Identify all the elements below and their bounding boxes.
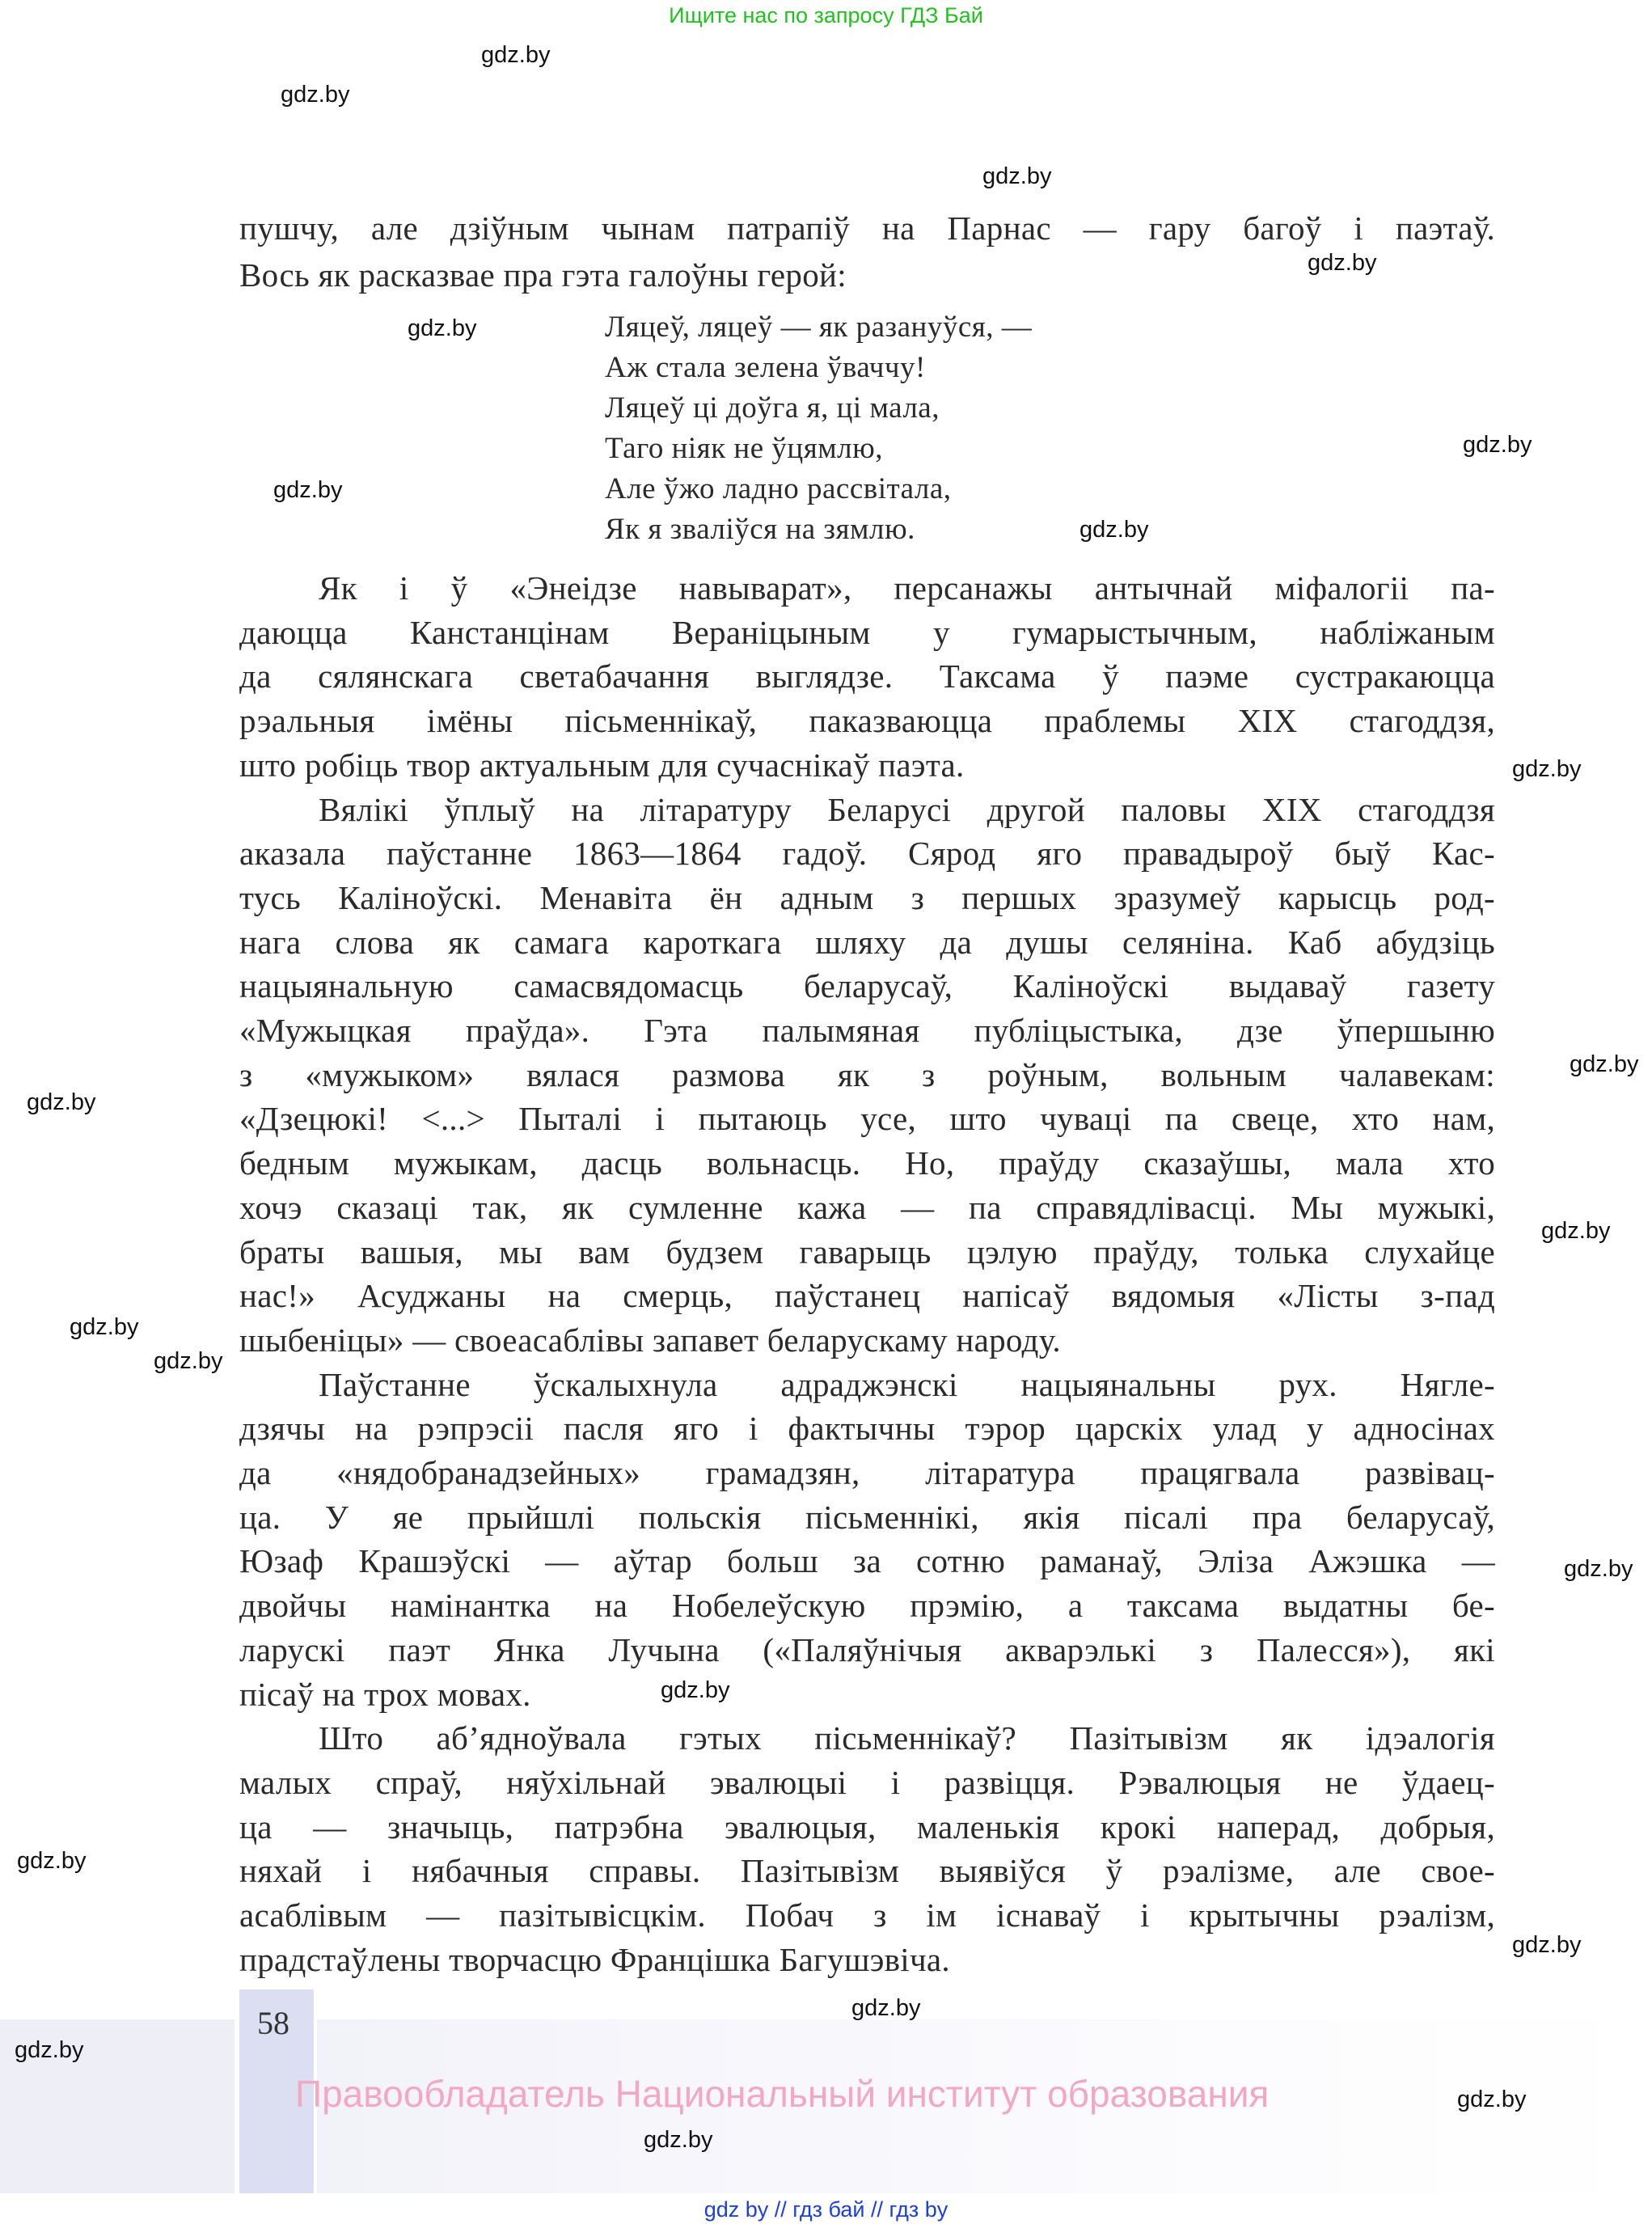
text-line: шыбеніцы» — своеасаблівы запавет беларускаму народу.	[239, 1321, 1061, 1359]
poem-line: Як я зваліўся на зямлю.	[605, 513, 915, 546]
text-line: бедным мужыкам, дасць вольнасць. Но, праўду сказаўшы, мала хто	[239, 1144, 1495, 1182]
top-banner[interactable]: Ищите нас по запросу ГДЗ Бай	[669, 3, 983, 27]
watermark: gdz.by	[15, 2037, 84, 2063]
watermark: gdz.by	[1457, 2087, 1527, 2112]
text-line: ца — значыць, патрэбна эвалюцыя, маленькія крокі наперад, добрыя,	[239, 1808, 1495, 1846]
text-line: з «мужыком» вялася размова як з роўным, вольным чалавекам:	[239, 1055, 1495, 1093]
watermark: gdz.by	[408, 315, 477, 341]
text-line: тусь Каліноўскі. Менавіта ён адным з першых зразумеў карысць род-	[239, 878, 1495, 916]
page-number: 58	[257, 2005, 289, 2041]
text-line: Што аб’ядноўвала гэтых пісьменнікаў? Пазітывізм як ідэалогія	[319, 1719, 1495, 1757]
text-line: пісаў на трох мовах.	[239, 1675, 531, 1713]
watermark: gdz.by	[1541, 1218, 1611, 1244]
text-line: малых спраў, няўхільнай эвалюцыі і развіцця. Рэвалюцыя не ўдаец-	[239, 1763, 1495, 1801]
text-line: што робіць твор актуальным для сучаснікаў паэта.	[239, 746, 965, 784]
text-line: двойчы намінантка на Нобелеўскую прэмію, а таксама выдатны бе-	[239, 1587, 1495, 1625]
text-line: нас!» Асуджаны на смерць, паўстанец напісаў вядомыя «Лісты з-пад	[239, 1277, 1495, 1315]
watermark: gdz.by	[1463, 432, 1532, 458]
poem-line: Ляцеў, ляцеў — як разануўся, —	[605, 311, 1033, 344]
watermark: gdz.by	[481, 42, 551, 68]
watermark: gdz.by	[1564, 1556, 1633, 1582]
watermark: gdz.by	[1512, 756, 1582, 782]
text-line: Вялікі ўплыў на літаратуру Беларусі другой паловы XIX стагоддзя	[319, 790, 1495, 828]
text-line: да «нядобранадзейных» грамадзян, літаратура працягвала развівац-	[239, 1454, 1495, 1492]
watermark: gdz.by	[661, 1677, 730, 1703]
watermark: gdz.by	[1512, 1932, 1582, 1958]
text-line: Вось як расказвае пра гэта галоўны герой:	[239, 256, 847, 294]
text-line: хочэ сказаці так, як сумленне кажа — па справядлівасці. Мы мужыкі,	[239, 1188, 1495, 1226]
watermark: gdz.by	[982, 163, 1052, 189]
body-text	[239, 566, 1495, 1982]
watermark: gdz.by	[27, 1089, 96, 1115]
watermark: gdz.by	[281, 82, 350, 108]
text-line: няхай і нябачныя справы. Пазітывізм выявіўся ў рэалізме, але свое-	[239, 1852, 1495, 1890]
text-line: рэальныя імёны пісьменнікаў, паказваюцца праблемы XIX стагоддзя,	[239, 702, 1495, 740]
poem-line: Ляцеў ці доўга я, ці мала,	[605, 391, 940, 425]
watermark: gdz.by	[70, 1314, 139, 1340]
watermark: gdz.by	[17, 1848, 87, 1874]
text-line: аказала паўстанне 1863—1864 гадоў. Сярод яго правадыроў быў Кас-	[239, 835, 1495, 873]
text-line: «Дзецюкі! <...> Пыталі і пытаюць усе, што чуваці па свеце, хто нам,	[239, 1100, 1495, 1138]
poem	[605, 307, 1032, 550]
watermark: gdz.by	[1080, 517, 1149, 543]
text-line: нацыянальную самасвядомасць беларусаў, Каліноўскі выдаваў газету	[239, 967, 1495, 1005]
watermark: gdz.by	[644, 2127, 713, 2153]
text-line: асаблівым — пазітывісцкім. Побач з ім існаваў і крытычны рэалізм,	[239, 1896, 1495, 1934]
text-line: браты вашыя, мы вам будзем гаварыць цэлую праўду, толька слухайце	[239, 1233, 1495, 1271]
text-line: ца. У яе прыйшлі польскія пісьменнікі, якія пісалі пра беларусаў,	[239, 1498, 1495, 1536]
text-line: пушчу, але дзіўным чынам патрапіў на Парнас — гару багоў і паэтаў.	[239, 209, 1495, 247]
text-line: Юзаф Крашэўскі — аўтар больш за сотню раманаў, Эліза Ажэшка —	[239, 1542, 1495, 1580]
watermark: gdz.by	[273, 477, 343, 503]
watermark: gdz.by	[1308, 250, 1377, 276]
text-line: Паўстанне ўскалыхнула адраджэнскі нацыянальны рух. Нягле-	[319, 1365, 1495, 1403]
poem-line: Аж стала зелена ўваччу!	[605, 351, 926, 384]
watermark: gdz.by	[1570, 1051, 1639, 1077]
text-line: нага слова як самага кароткага шляху да душы селяніна. Каб абудзіць	[239, 923, 1495, 961]
poem-line: Але ўжо ладно рассвітала,	[605, 472, 952, 505]
text-line: даюцца Канстанцінам Вераніцыным у гумарыстычным, набліжаным	[239, 613, 1495, 651]
bottom-links[interactable]: gdz by // гдз бай // гдз by	[703, 2197, 949, 2222]
text-line: дзячы на рэпрэсіі пасля яго і фактычны тэрор царскіх улад у адносінах	[239, 1410, 1495, 1448]
text-line: Як і ў «Энеідзе навыварат», персанажы антычнай міфалогіі па-	[319, 569, 1495, 607]
watermark: gdz.by	[851, 1995, 921, 2021]
text-line: да сялянскага светабачання выглядзе. Таксама ў паэме сустракаюцца	[239, 657, 1495, 696]
text-line: ларускі паэт Янка Лучына («Паляўнічыя акварэлькі з Палесся»), які	[239, 1630, 1495, 1668]
copyright-notice: Правообладатель Национальный институт образования	[295, 2073, 1270, 2115]
poem-line: Таго ніяк не ўцямлю,	[605, 432, 883, 465]
text-line: прадстаўлены творчасцю Францішка Багушэвіча.	[239, 1940, 950, 1978]
watermark: gdz.by	[154, 1348, 223, 1374]
text-line: «Мужыцкая праўда». Гэта палымяная публіцыстыка, дзе ўпершыню	[239, 1012, 1495, 1050]
